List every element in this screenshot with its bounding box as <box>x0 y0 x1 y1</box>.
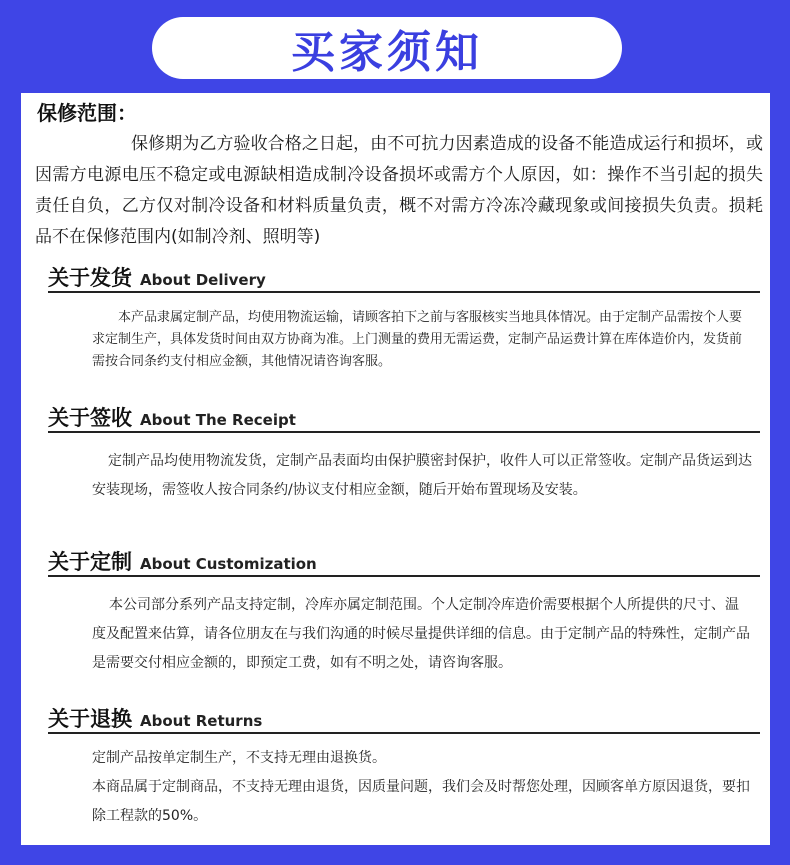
returns-divider <box>48 732 760 734</box>
customization-divider <box>48 575 760 577</box>
returns-paragraph: 本商品属于定制商品，不支持无理由退货，因质量问题，我们会及时帮您处理，因顾客单方原因退货，要扣除工程款的50%。 <box>92 779 750 824</box>
delivery-heading <box>48 261 760 291</box>
receipt-heading <box>48 401 760 431</box>
returns-heading-zh: 关于退换 <box>48 707 132 731</box>
delivery-divider <box>48 291 760 293</box>
receipt-paragraph: 定制产品均使用物流发货，定制产品表面均由保护膜密封保护，收件人可以正常签收。定制产品货运到达安装现场，需签收人按合同条约/协议支付相应金额，随后开始布置现场及安装。 <box>92 453 752 498</box>
customization-heading-zh: 关于定制 <box>48 550 132 574</box>
receipt-heading-en: About The Receipt <box>140 411 296 429</box>
customization-heading-en: About Customization <box>140 555 317 573</box>
notice-panel <box>21 93 770 845</box>
customization-heading <box>48 545 760 575</box>
receipt-body <box>92 447 752 505</box>
customization-paragraph: 本公司部分系列产品支持定制，冷库亦属定制范围。个人定制冷库造价需要根据个人所提供的尺寸、温度及配置来估算，请各位朋友在与我们沟通的时候尽量提供详细的信息。由于定制产品的特殊性，定制产品是需要交付相应金额的，即预定工费，如有不明之处，请咨询客服。 <box>92 597 750 671</box>
delivery-heading-zh: 关于发货 <box>48 266 132 290</box>
customization-body <box>92 591 752 678</box>
warranty-heading: 保修范围： <box>37 101 137 125</box>
returns-body <box>92 744 752 831</box>
returns-heading <box>48 702 760 732</box>
warranty-body: 保修期为乙方验收合格之日起，由不可抗力因素造成的设备不能造成运行和损坏，或因需方电源电压不稳定或电源缺相造成制冷设备损坏或需方个人原因，如：操作不当引起的损失责任自负，乙方仅对制冷设备和材料质量负责，概不对需方冷冻冷藏现象或间接损失负责。损耗品不在保修范围内(如制冷剂、照明等) <box>35 134 763 247</box>
returns-heading-en: About Returns <box>140 712 263 730</box>
delivery-body <box>92 307 752 373</box>
page-title: 买家须知 <box>291 27 483 78</box>
delivery-heading-en: About Delivery <box>140 271 266 289</box>
title-banner <box>152 17 622 79</box>
returns-paragraph: 定制产品按单定制生产，不支持无理由退换货。 <box>92 750 386 766</box>
delivery-paragraph: 本产品隶属定制产品，均使用物流运输，请顾客拍下之前与客服核实当地具体情况。由于定制产品需按个人要求定制生产，具体发货时间由双方协商为准。上门测量的费用无需运费，定制产品运费计算在库体造价内，发货前需按合同条约支付相应金额，其他情况请咨询客服。 <box>92 310 743 369</box>
receipt-heading-zh: 关于签收 <box>48 406 132 430</box>
receipt-divider <box>48 431 760 433</box>
